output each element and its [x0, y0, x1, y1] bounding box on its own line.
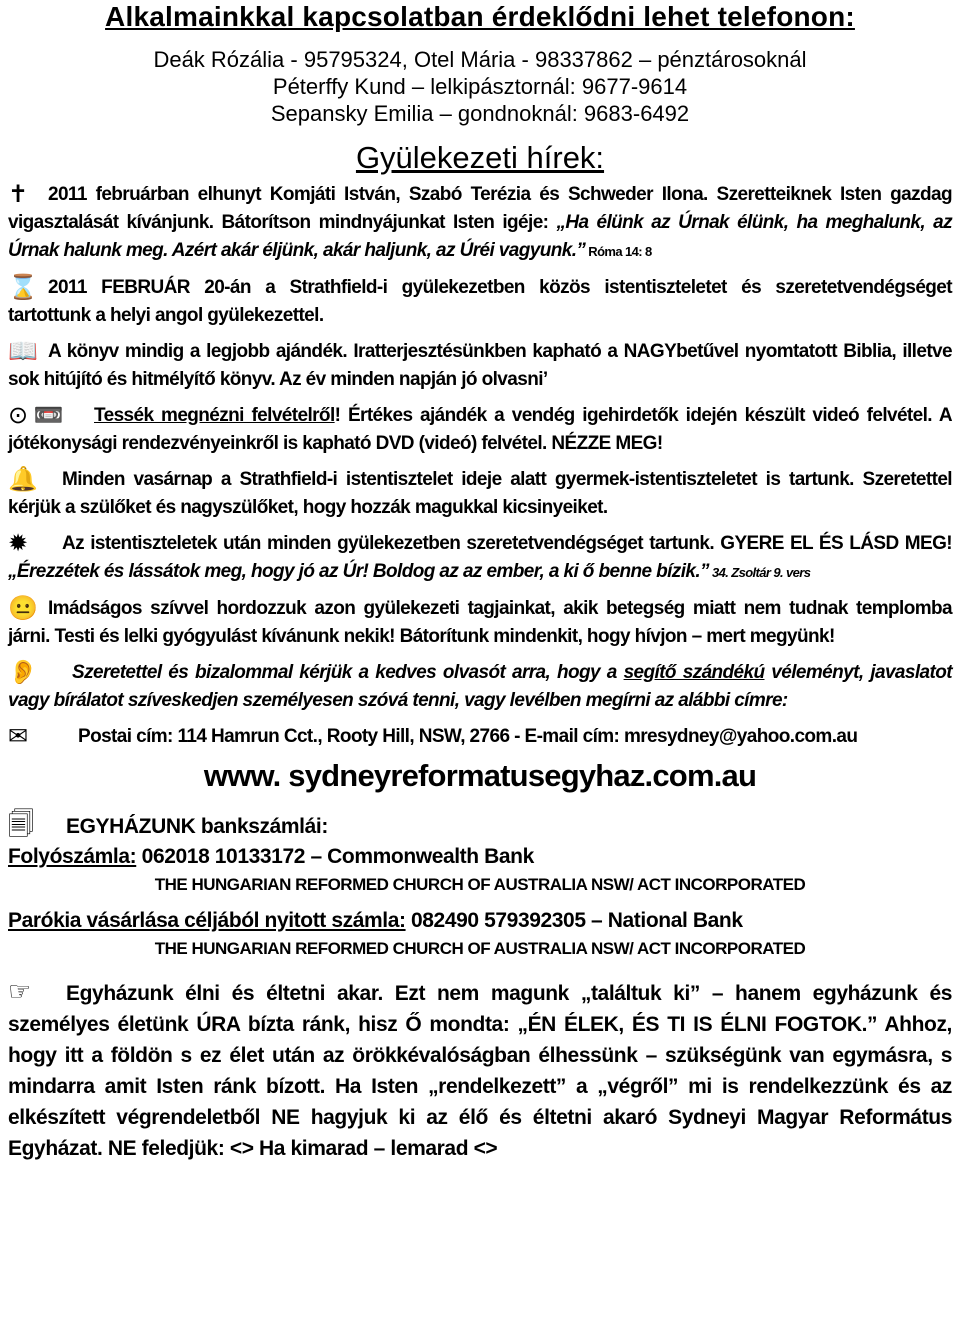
cross-icon: ✝ [8, 181, 28, 208]
bank-heading: EGYHÁZUNK bankszámlái: [66, 815, 328, 838]
fellowship-reference: 34. Zsoltár 9. vers [708, 565, 811, 580]
death-quote: „Ha élünk az Úrnak élünk, ha meghalunk, az Úrnak halunk meg. Azért akár éljünk, akár haljunk, az Úréi vagyunk.” [8, 212, 952, 261]
news-item-feedback [8, 659, 952, 715]
february-text: 2011 FEBRUÁR 20-án a Strathfield-i gyülekezetben közös istentiszteletet és szeretetvendégséget tartottunk a helyi angol gyülekezettel. [8, 277, 952, 326]
feedback-text-b: véleményt, javaslatot vagy bírálatot szíveskedjen személyesen szóvá tenni, vagy levélben megírni az alábbi címre: [8, 662, 952, 711]
contact-line-caretaker: Sepansky Emilia – gondnoknál: 9683-6492 [270, 101, 690, 126]
news-item-death [8, 181, 952, 266]
news-item-february [8, 274, 952, 330]
news-item-book [8, 338, 952, 394]
video-link[interactable]: Tessék megnézni felvételről [94, 405, 335, 426]
news-item-prayer [8, 595, 952, 651]
feedback-link: segítő szándékú [623, 662, 765, 683]
bank-heading-row [8, 809, 952, 842]
death-reference: Róma 14: 8 [585, 244, 652, 259]
video-tape-icon: ⊙ 📼 [8, 402, 63, 429]
news-item-address [8, 723, 952, 751]
book-text: A könyv mindig a legjobb ajándék. Iratterjesztésünkben kapható a NAGYbetűvel nyomtatott Biblia, illetve sok hitújító és hitmélyítő könyv. Az év minden napján jó olvasni’ [8, 341, 952, 390]
ear-icon: 👂 [8, 659, 38, 686]
news-item-children [8, 466, 952, 522]
current-account-value: 062018 10133172 – Commonwealth Bank [136, 845, 534, 868]
news-item-fellowship [8, 530, 952, 587]
address-text: Postai cím: 114 Hamrun Cct., Rooty Hill, NSW, 2766 - E-mail cím: mresydney@yahoo.com.au [78, 726, 858, 747]
documents-icon: 🗐 [8, 809, 34, 839]
children-text: Minden vasárnap a Strathfield-i istentisztelet ideje alatt gyermek-istentiszteletet is tartunk. Szeretettel kérjük a szülőket és nagyszülőket, hogy hozzák magukkal kicsinyeiket. [8, 469, 952, 518]
parish-account-label: Parókia vásárlása céljából nyitott számla: [8, 909, 406, 932]
contact-line-pastor: Péterffy Kund – lelkipásztornál: 9677-9614 [272, 74, 688, 99]
book-icon: 📖 [8, 338, 38, 365]
account-name-2: THE HUNGARIAN REFORMED CHURCH OF AUSTRALIA NSW/ ACT INCORPORATED [154, 939, 806, 958]
fellowship-text: Az istentiszteletek után minden gyülekezetben szeretetvendégséget tartunk. GYERE EL ÉS LÁSD MEG! [62, 533, 952, 554]
parish-account-value: 082490 579392305 – National Bank [405, 909, 743, 932]
prayer-text: Imádságos szívvel hordozzuk azon gyülekezeti tagjainkat, akik betegség miatt nem tudnak templomba járni. Testi és lelki gyógyulást kívánunk nekik! Bátorítunk mindenkit, hogy hívjon – mert megyünk! [8, 598, 952, 647]
video-text: ! Értékes ajándék a vendég igehirdetők idején készült videó felvétel. A jótékonysági rendezvényeinkről is kapható DVD (videó) felvétel. NÉZZE MEG! [8, 405, 952, 454]
current-account-row [8, 842, 952, 872]
contact-line-cashiers: Deák Rózália - 95795324, Otel Mária - 98337862 – pénztárosoknál [153, 47, 807, 72]
fellowship-quote: „Érezzétek és lássátok meg, hogy jó az Úr! Boldog az az ember, a ki ő benne bízik.” [8, 561, 709, 582]
closing-paragraph [8, 976, 952, 1164]
contact-title: Alkalmainkkal kapcsolatban érdeklődni lehet telefonon: [105, 1, 855, 32]
news-title: Gyülekezeti hírek: [355, 140, 605, 175]
pointing-hand-icon: ☞ [8, 976, 31, 1006]
website-link[interactable]: www. sydneyreformatusegyhaz.com.au [203, 758, 757, 793]
neutral-face-icon: 😐 [8, 595, 38, 622]
burst-icon: ✹ [8, 530, 28, 557]
death-text: 2011 februárban elhunyt Komjáti István, Szabó Terézia és Schweder Ilona. Szeretteiknek Isten gazdag vigasztalását kívánjunk. Bátorítson mindnyájunkat Isten igéje: [8, 184, 952, 233]
bell-icon: 🔔 [8, 466, 38, 493]
feedback-text-a: Szeretettel és bizalommal kérjük a kedves olvasót arra, hogy a [72, 662, 624, 683]
closing-text: Egyházunk élni és éltetni akar. Ezt nem magunk „találtuk ki” – hanem egyházunk és személyes életünk ÚRA bízta ránk, hisz Ő mondta: „ÉN ÉLEK, ÉS TI IS ÉLNI FOGTOK.” Ahhoz, hogy itt a földön s ez élet után az örökkévalóságban élhessünk – szükségünk van egymásra, s mindarra amit Isten ránk bízott. Ha Isten „rendelkezett” a „végről” mi is rendelkezzünk és az elkészített végrendeletből NE hagyjuk ki az élő és éltetni akaró Sydneyi Magyar Református Egyházat. NE feledjük: <> Ha kimarad – lemarad <> [8, 982, 952, 1160]
current-account-label: Folyószámla: [8, 845, 137, 868]
contact-list [8, 46, 952, 127]
letter-icon: ✉ [8, 723, 28, 750]
news-item-video [8, 402, 952, 458]
parish-account-row [8, 906, 952, 936]
account-name-1: THE HUNGARIAN REFORMED CHURCH OF AUSTRALIA NSW/ ACT INCORPORATED [154, 875, 806, 894]
hourglass-icon: ⌛ [8, 274, 38, 301]
